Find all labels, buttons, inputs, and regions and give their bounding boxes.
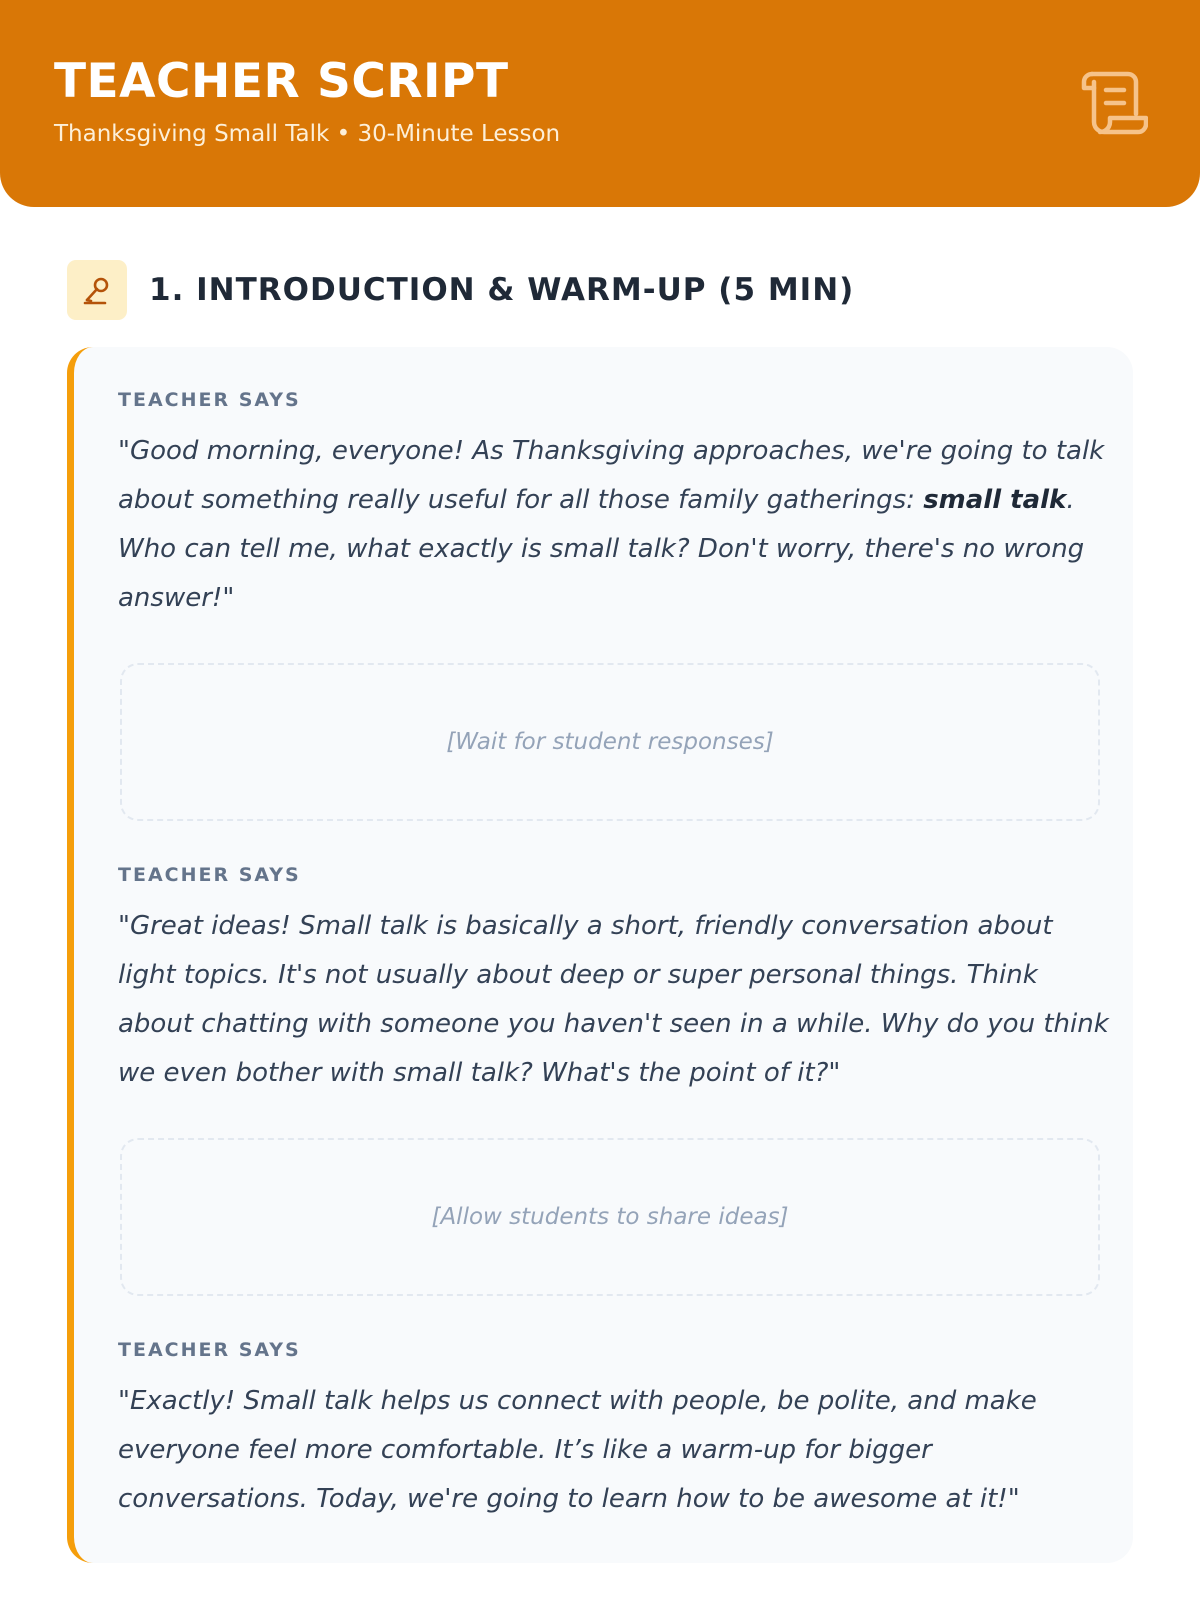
teacher-says-text: "Great ideas! Small talk is basically a short, friendly conversation about light topics. It's not usually about deep or super personal things. Think about chatting with someone you haven't seen in a while. Why do you think we even bother with small talk? What's the point of it?": [118, 911, 1109, 1088]
teacher-says-label: TEACHER SAYS: [118, 389, 301, 411]
teacher-says-text: "Good morning, everyone! As Thanksgiving approaches, we're going to talk about something really useful for all those family gatherings: small talk. Who can tell me, what exactly is small talk? Don't worry, there's no wrong answer!": [118, 436, 1105, 613]
scroll-icon: [1078, 70, 1148, 136]
microphone-icon: [81, 274, 113, 306]
pause-box: [120, 1138, 1100, 1296]
section-icon-box: [67, 260, 127, 320]
teacher-says-label: TEACHER SAYS: [118, 1339, 301, 1361]
teacher-says-text: "Exactly! Small talk helps us connect with people, be polite, and make everyone feel more comfortable. It’s like a warm-up for bigger conversations. Today, we're going to learn how to be awesome at it!": [118, 1386, 1037, 1514]
section-title: 1. INTRODUCTION & WARM-UP (5 MIN): [149, 272, 855, 308]
teacher-says-label: TEACHER SAYS: [118, 864, 301, 886]
script-card: [67, 347, 1133, 1563]
pause-instruction: [Wait for student responses]: [446, 729, 774, 755]
header-banner: [0, 0, 1200, 207]
page-title: TEACHER SCRIPT: [54, 54, 509, 109]
pause-box: [120, 663, 1100, 821]
emphasis-small-talk: small talk: [923, 485, 1067, 515]
section-header: [67, 260, 854, 320]
page-subtitle: Thanksgiving Small Talk • 30-Minute Lesson: [54, 121, 561, 147]
pause-instruction: [Allow students to share ideas]: [431, 1204, 789, 1230]
